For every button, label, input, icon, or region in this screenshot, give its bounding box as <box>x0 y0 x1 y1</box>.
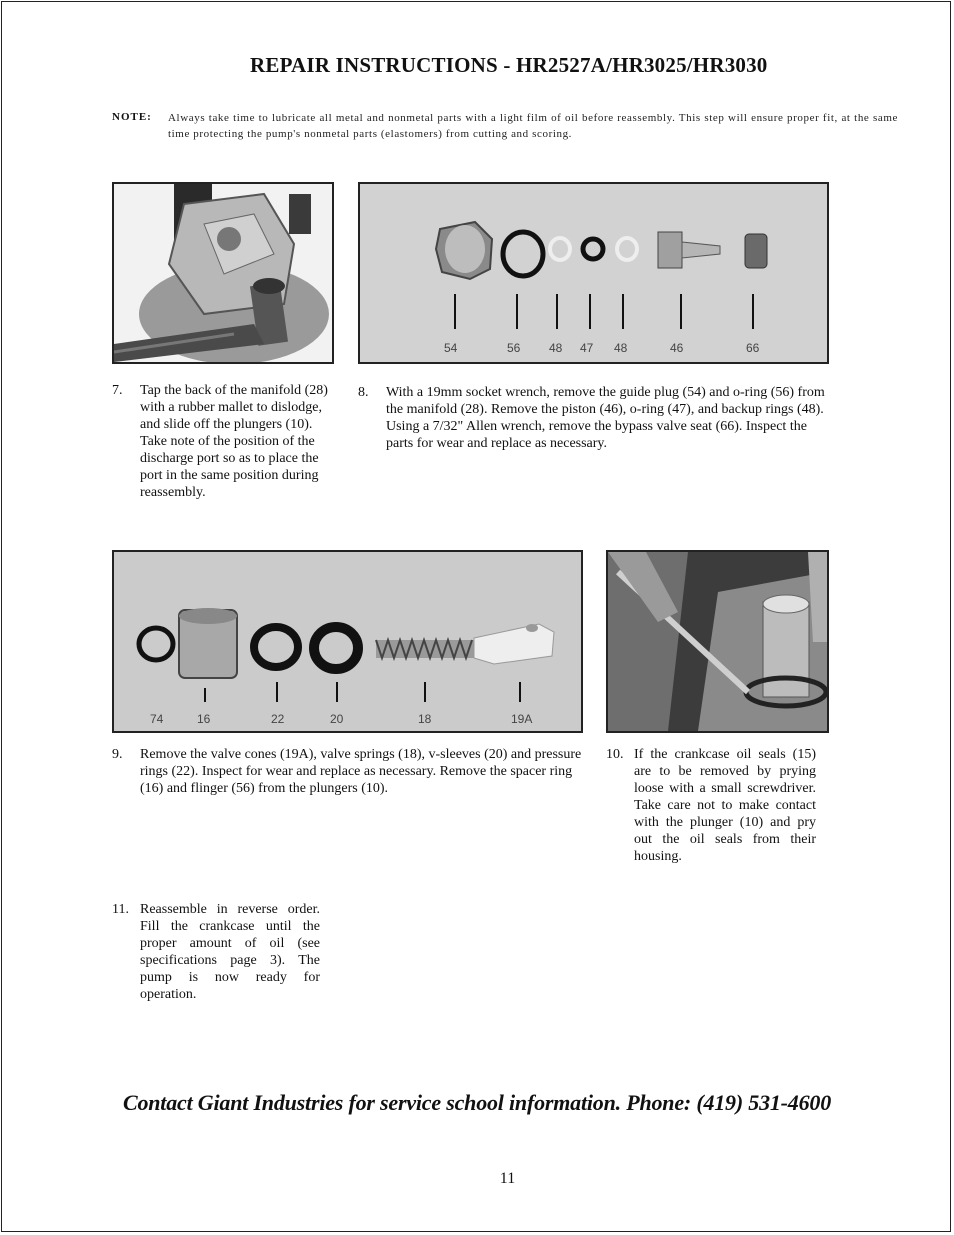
step-9-text: Remove the valve cones (19A), valve springs (18), v-sleeves (20) and pressure rings (22). Inspect for wear and replace as necessary. Remove the spacer ring (16) and flinger (56) from the plungers (10). <box>140 747 582 796</box>
part-label-18: 18 <box>418 712 432 726</box>
step-7-text: Tap the back of the manifold (28) with a rubber mallet to dislodge, and slide off the plungers (10). Take note of the position of the discharge port so as to place the port in the same position during reassembly. <box>140 383 328 500</box>
part-label-54: 54 <box>444 341 458 355</box>
step-9-number: 9. <box>112 747 123 762</box>
contact-footer: Contact Giant Industries for service school information. Phone: (419) 531-4600 <box>123 1090 831 1115</box>
part-label-22: 22 <box>271 712 285 726</box>
step-8-text: With a 19mm socket wrench, remove the guide plug (54) and o-ring (56) from the manifold (28). Remove the piston (46), o-ring (47), and backup rings (48). Using a 7/32" Allen wrench, remove the bypass valve seat (66). Inspect the parts for wear and replace as necessary. <box>386 385 825 451</box>
part-label-74: 74 <box>150 712 164 726</box>
part-label-48a: 48 <box>549 341 563 355</box>
part-label-46: 46 <box>670 341 684 355</box>
part-label-16: 16 <box>197 712 211 726</box>
part-label-48b: 48 <box>614 341 628 355</box>
step-11-text: Reassemble in reverse order. Fill the crankcase until the proper amount of oil (see specifications page 3). The pump is now ready for operation. <box>140 902 320 1002</box>
note-label: NOTE: <box>112 111 152 123</box>
step-10-number: 10. <box>606 747 624 762</box>
page-number: 11 <box>499 1170 516 1187</box>
step-11-number: 11. <box>112 902 129 917</box>
part-label-66: 66 <box>746 341 760 355</box>
step-8-number: 8. <box>358 385 369 400</box>
valve-parts-photo <box>112 550 583 733</box>
manifold-photo <box>112 182 334 364</box>
step-7-number: 7. <box>112 383 123 398</box>
part-label-47: 47 <box>580 341 594 355</box>
bypass-parts-photo <box>358 182 829 364</box>
part-label-19a: 19A <box>511 712 533 726</box>
step-10-text: If the crankcase oil seals (15) are to be removed by prying loose with a small screwdriver. Take care not to make contact with the plunger (10) and pry out the oil seals from their housing. <box>634 747 816 864</box>
oil-seal-photo <box>606 550 829 733</box>
page-title: REPAIR INSTRUCTIONS - HR2527A/HR3025/HR3030 <box>250 53 768 77</box>
part-label-56: 56 <box>507 341 521 355</box>
part-label-20: 20 <box>330 712 344 726</box>
note-text: Always take time to lubricate all metal and nonmetal parts with a light film of oil before reassembly. This step will ensure proper fit, at the same time protecting the pump's nonmetal parts (elastomers) from cutting and scoring. <box>168 112 898 140</box>
